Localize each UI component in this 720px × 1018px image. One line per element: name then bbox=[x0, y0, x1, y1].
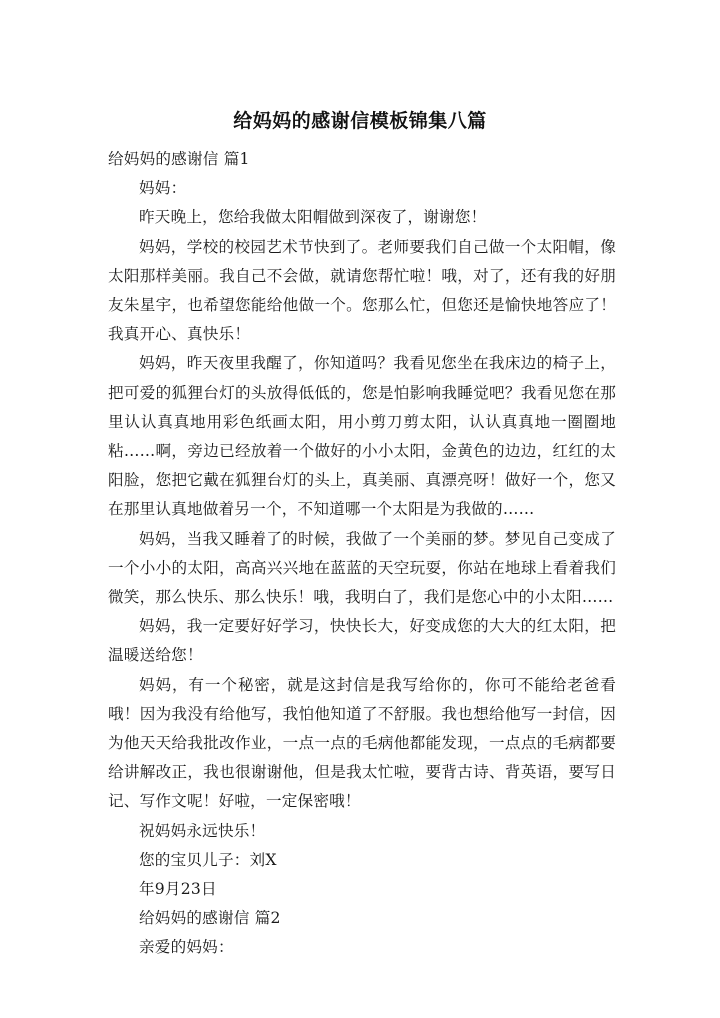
paragraph-6: 妈妈，有一个秘密，就是这封信是我写给你的，你可不能给老爸看哦！因为我没有给他写，我怕他知道了不舒服。我也想给他写一封信，因为他天天给我批改作业，一点一点的毛病他都能发现，一点点的毛病都要给讲解改正，我也很谢谢他，但是我太忙啦，要背古诗、背英语，要写日记、写作文呢！好啦，一定保密哦！ bbox=[108, 675, 616, 811]
salutation-2: 亲爱的妈妈： bbox=[139, 938, 234, 957]
paragraph-1: 昨天晚上，您给我做太阳帽做到深夜了，谢谢您！ bbox=[139, 208, 487, 227]
signature: 您的宝贝儿子：刘X bbox=[139, 850, 277, 869]
section-heading-2: 给妈妈的感谢信 篇2 bbox=[139, 909, 281, 928]
document-body bbox=[108, 145, 616, 963]
paragraph-3: 妈妈，昨天夜里我醒了，你知道吗？我看见您坐在我床边的椅子上，把可爱的狐狸台灯的头放得低低的，您是怕影响我睡觉吧？我看见您在那里认认真真地用彩色纸画太阳，用小剪刀剪太阳，认认真真地一圈圈地粘……啊，旁边已经放着一个做好的小小太阳，金黄色的边边，红红的太阳脸，您把它戴在狐狸台灯的头上，真美丽、真漂亮呀！做好一个，您又在那里认真地做着另一个，不知道哪一个太阳是为我做的…… bbox=[108, 354, 616, 519]
document-title: 给妈妈的感谢信模板锦集八篇 bbox=[233, 110, 487, 132]
letter-date: 年9月23日 bbox=[139, 880, 217, 899]
salutation-1: 妈妈： bbox=[139, 179, 187, 198]
paragraph-5: 妈妈，我一定要好好学习，快快长大，好变成您的大大的红太阳，把温暖送给您！ bbox=[108, 617, 616, 665]
section-heading-1: 给妈妈的感谢信 篇1 bbox=[108, 150, 250, 168]
paragraph-2: 妈妈，学校的校园艺术节快到了。老师要我们自己做一个太阳帽，像太阳那样美丽。我自己不会做，就请您帮忙啦！哦，对了，还有我的好朋友朱星宇，也希望您能给他做一个。您那么忙，但您还是愉快地答应了！我真开心、真快乐！ bbox=[108, 237, 616, 344]
paragraph-4: 妈妈，当我又睡着了的时候，我做了一个美丽的梦。梦见自己变成了一个小小的太阳，高高兴兴地在蓝蓝的天空玩耍，你站在地球上看着我们微笑，那么快乐、那么快乐！哦，我明白了，我们是您心中的小太阳…… bbox=[108, 529, 616, 607]
closing-wish: 祝妈妈永远快乐！ bbox=[139, 821, 266, 840]
